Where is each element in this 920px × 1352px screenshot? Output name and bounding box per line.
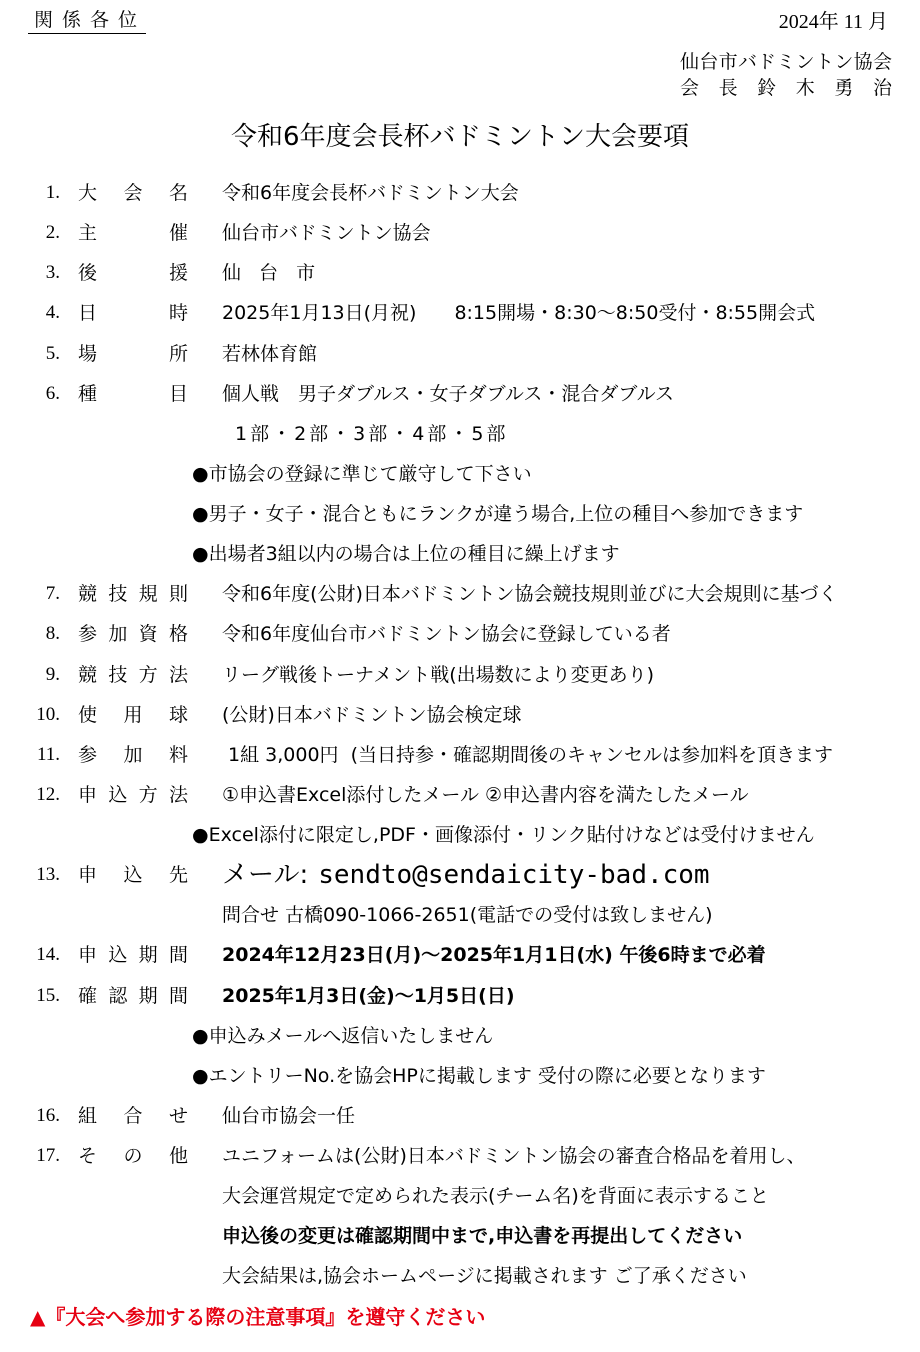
- item-6-note: [0, 454, 920, 494]
- item-list: [0, 173, 920, 1337]
- item-1: [0, 173, 920, 213]
- item-value: 仙台市バドミントン協会: [222, 222, 431, 245]
- item-number: 10.: [36, 703, 60, 725]
- item-15-note: [0, 1016, 920, 1056]
- item-number: 8.: [45, 623, 60, 645]
- item-16: [0, 1096, 920, 1136]
- note-text: ●出場者3組以内の場合は上位の種目に繰上げます: [192, 543, 620, 566]
- item-number: 2.: [45, 222, 60, 244]
- item-label: 確 認 期 間: [78, 984, 188, 1007]
- item-label: 申 込 先: [78, 864, 188, 887]
- item-label: 参 加 資 格: [78, 623, 188, 646]
- item-value: 1組 3,000円 (当日持参・確認期間後のキャンセルは参加料を頂きます: [222, 743, 834, 766]
- contact-phone: 問合せ 古橋090-1066-2651(電話での受付は致しません): [222, 904, 713, 927]
- item-15: [0, 976, 920, 1016]
- item-value: (公財)日本バドミントン協会検定球: [222, 703, 522, 726]
- email-address: sendto@sendaicity-bad.com: [318, 860, 710, 891]
- item-value: 仙 台 市: [222, 262, 316, 285]
- item-label: 組 合 せ: [78, 1104, 188, 1127]
- note-text: ●エントリーNo.を協会HPに掲載します 受付の際に必要となります: [192, 1064, 766, 1087]
- item-label: 申 込 期 間: [78, 944, 188, 967]
- item-6-note: [0, 494, 920, 534]
- item-value: 2024年12月23日(月)～2025年1月1日(水) 午後6時まで必着: [222, 944, 766, 967]
- item-value: ユニフォームは(公財)日本バドミントン協会の審査合格品を着用し、: [222, 1145, 806, 1167]
- item-6-divisions: [0, 414, 920, 454]
- item-label: 日 時: [78, 302, 188, 325]
- item-5: [0, 334, 920, 374]
- item-value: リーグ戦後トーナメント戦(出場数により変更あり): [222, 663, 655, 686]
- item-number: 14.: [36, 944, 60, 966]
- item-label: 場 所: [78, 342, 188, 365]
- item-2: [0, 213, 920, 253]
- item-value: 令和6年度会長杯バドミントン大会: [222, 182, 519, 204]
- item-label: 種 目: [78, 382, 188, 405]
- item-13-contact: [0, 895, 920, 935]
- item-value: 若林体育館: [222, 342, 318, 365]
- item-label: 大 会 名: [78, 182, 188, 204]
- item-label: 競 技 方 法: [78, 663, 188, 686]
- item-6-note: [0, 534, 920, 574]
- note-text: ●Excel添付に限定し,PDF・画像添付・リンク貼付けなどは受付けません: [192, 824, 815, 846]
- item-17-line: [0, 1216, 920, 1256]
- item-value: 大会結果は,協会ホームページに掲載されます ご了承ください: [222, 1265, 747, 1288]
- note-text: ●男子・女子・混合ともにランクが違う場合,上位の種目へ参加できます: [192, 503, 804, 525]
- item-17-line: [0, 1256, 920, 1296]
- addressee: 関係各位: [28, 8, 146, 34]
- item-label: 参 加 料: [78, 743, 188, 766]
- item-label: そ の 他: [78, 1145, 188, 1167]
- item-value: 大会運営規定で定められた表示(チーム名)を背面に表示すること: [222, 1185, 769, 1208]
- item-number: 4.: [45, 302, 60, 324]
- item-13: [0, 855, 920, 895]
- item-number: 15.: [36, 984, 60, 1006]
- note-text: ●市協会の登録に準じて厳守して下さい: [192, 462, 532, 485]
- item-3: [0, 253, 920, 293]
- item-12-note: [0, 815, 920, 855]
- organization-name: 仙台市バドミントン協会: [680, 51, 892, 73]
- item-4: [0, 293, 920, 333]
- item-number: 11.: [36, 743, 60, 765]
- item-number: 5.: [45, 342, 60, 364]
- item-10: [0, 695, 920, 735]
- note-text: ●申込みメールへ返信いたしません: [192, 1024, 494, 1047]
- issue-date: 2024年 11 月: [778, 11, 888, 33]
- item-number: 6.: [45, 382, 60, 404]
- item-9: [0, 655, 920, 695]
- item-label: 後 援: [78, 262, 188, 285]
- item-label: 使 用 球: [78, 703, 188, 726]
- item-value: 令和6年度仙台市バドミントン協会に登録している者: [222, 623, 671, 646]
- item-6: [0, 374, 920, 414]
- item-11: [0, 735, 920, 775]
- item-value: 2025年1月3日(金)～1月5日(日): [222, 984, 515, 1007]
- item-number: 13.: [36, 864, 60, 886]
- item-value: ①申込書Excel添付したメール ②申込書内容を満たしたメール: [222, 783, 749, 806]
- item-value: 個人戦 男子ダブルス・女子ダブルス・混合ダブルス: [222, 382, 675, 405]
- warning-notice: ▲『大会へ参加する際の注意事項』を遵守ください: [30, 1304, 486, 1329]
- item-value: 申込後の変更は確認期間中まで,申込書を再提出してください: [222, 1225, 743, 1248]
- item-8: [0, 614, 920, 654]
- email-line: [222, 855, 710, 897]
- division-list: 1部・2部・3部・4部・5部: [235, 422, 509, 445]
- item-value: 仙台市協会一任: [222, 1104, 356, 1127]
- item-number: 17.: [36, 1145, 60, 1166]
- item-number: 12.: [36, 783, 60, 805]
- item-12: [0, 775, 920, 815]
- item-17: [0, 1136, 920, 1176]
- item-number: 7.: [45, 583, 60, 605]
- item-value: 令和6年度(公財)日本バドミントン協会競技規則並びに大会規則に基づく: [222, 583, 838, 606]
- item-15-note: [0, 1056, 920, 1096]
- item-number: 3.: [45, 262, 60, 284]
- item-label: 主 催: [78, 222, 188, 245]
- item-14: [0, 935, 920, 975]
- item-label: 申 込 方 法: [78, 783, 188, 806]
- item-value: 2025年1月13日(月祝) 8:15開場・8:30～8:50受付・8:55開会式: [222, 302, 816, 325]
- item-number: 16.: [36, 1104, 60, 1126]
- item-number: 9.: [45, 663, 60, 685]
- item-number: 1.: [45, 182, 60, 203]
- item-label: 競 技 規 則: [78, 583, 188, 606]
- notice-line: [0, 1297, 920, 1337]
- signer-name: 会 長 鈴 木 勇 治: [680, 77, 892, 99]
- email-label: メール:: [222, 860, 309, 891]
- document-title: 令和6年度会長杯バドミントン大会要項: [230, 122, 690, 152]
- item-17-line: [0, 1176, 920, 1216]
- item-7: [0, 574, 920, 614]
